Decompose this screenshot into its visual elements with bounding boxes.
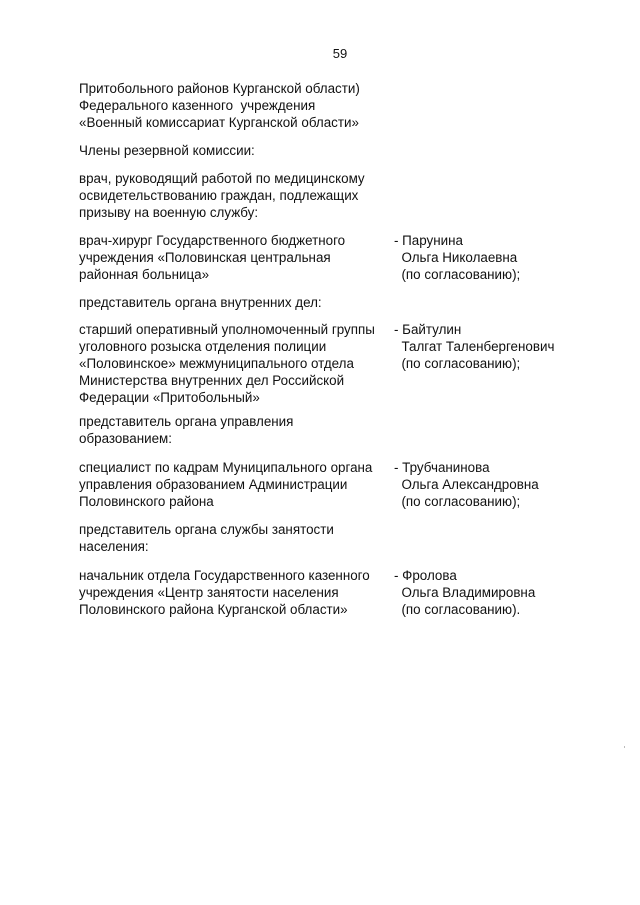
header-text: Притобольного районов Курганской области) Федерального казенного учреждения «Военный комиссариат Курганской области» (79, 81, 360, 130)
member-person-baytulin: - Байтулин Талгат Таленбергенович (по согласованию); (394, 322, 555, 371)
member-person-trubchaninova: - Трубчанинова Ольга Александровна (по согласованию); (394, 460, 539, 509)
member-person-parunina: - Парунина Ольга Николаевна (по согласованию); (394, 233, 521, 282)
member-position-police: старший оперативный уполномоченный группы уголовного розыска отделения полиции «Половинское» межмуниципального отдела Министерства внутренних дел Российской Федерации «Притобольный» (79, 322, 375, 405)
member-position-surgeon: врач-хирург Государственного бюджетного учреждения «Половинская центральная районная больница» (79, 233, 346, 282)
section-label-education: представитель органа управления образованием: (79, 414, 294, 446)
doctor-lead-label: врач, руководящий работой по медицинскому освидетельствованию граждан, подлежащих призыву на военную службу: (79, 171, 365, 220)
member-person-frolova: - Фролова Ольга Владимировна (по согласованию). (394, 568, 536, 617)
page-number: 59 (332, 46, 348, 61)
member-position-hr-specialist: специалист по кадрам Муниципального органа управления образованием Администрации Половинского района (79, 460, 373, 509)
section-label-employment: представитель органа службы занятости населения: (79, 522, 334, 554)
reserve-heading: Члены резервной комиссии: (79, 143, 255, 158)
section-label-internal-affairs: представитель органа внутренних дел: (79, 295, 322, 310)
scan-speck (624, 746, 625, 748)
member-position-employment-head: начальник отдела Государственного казенного учреждения «Центр занятости населения Половинского района Курганской области» (79, 568, 370, 617)
